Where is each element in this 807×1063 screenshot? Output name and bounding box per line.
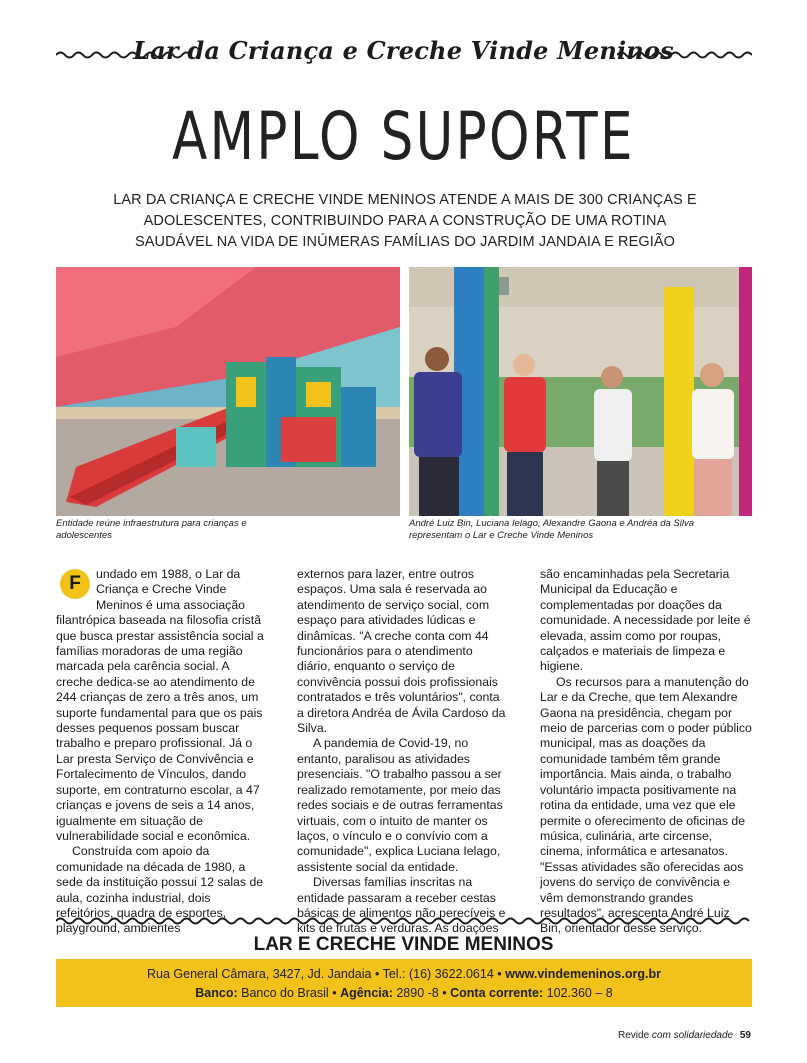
paragraph: são encaminhadas pela Secretaria Municipal da Educação e complementadas por doações da comunidade. A necessidade por leite é elevada, assim como por roupas, calçados e materiais de limpeza e higiene. (540, 567, 751, 674)
section-name: com solidariedade (651, 1030, 734, 1041)
bottom-wavy-rule (56, 916, 752, 926)
contact-line-1: Rua General Câmara, 3427, Jd. Jandaia • Tel.: (16) 3622.0614 • www.vindemeninos.org.br (147, 967, 661, 981)
playground-photo (56, 267, 400, 516)
website-link[interactable]: www.vindemeninos.org.br (505, 967, 661, 981)
agency-label: Agência: (340, 986, 393, 1000)
body-column-1 (56, 567, 268, 937)
account-label: Conta corrente: (450, 986, 544, 1000)
bank-value: Banco do Brasil (241, 986, 329, 1000)
photo-caption-right: André Luiz Bin, Luciana Ielago, Alexandre Gaona e Andréa da Silva representam o Lar e Creche Vinde Meninos (409, 518, 695, 541)
paragraph: Diversas famílias inscritas na entidade passaram a receber cestas básicas de alimentos não perecíveis e kits de frutas e verduras. As doações (297, 875, 506, 936)
paragraph: Construída com apoio da comunidade na década de 1980, a sede da instituição possui 12 salas de aula, cozinha industrial, dois refeitórios, quadra de esportes, playground, ambientes (56, 844, 264, 936)
section-title: Lar da Criança e Creche Vinde Meninos (133, 36, 674, 65)
footer-title: LAR E CRECHE VINDE MENINOS (253, 934, 554, 955)
account-value: 102.360 – 8 (546, 986, 613, 1000)
bank-label: Banco: (195, 986, 238, 1000)
paragraph: A pandemia de Covid-19, no entanto, paralisou as atividades presenciais. "O trabalho passou a ser realizado remotamente, por meio das redes sociais e de outras ferramentas virtuais, com o intuito de manter os laços, o vínculo e o convívio com a comunidade", explica Luciana Ielago, assistente social da entidade. (297, 736, 503, 874)
body-column-3 (540, 567, 752, 937)
paragraph: undado em 1988, o Lar da Criança e Creche Vinde Meninos é uma associação filantrópica baseada na filosofia cristã que busca prestar assistência social a famílias moradoras de uma região marcada pela carência social. A creche dedica-se ao atendimento de 244 crianças de zero a três anos, um suporte fundamental para que os pais desses pequenos possam buscar trabalho e preparo profissional. Já o Lar presta Serviço de Convivência e Fortalecimento de Vínculos, dando suporte, em contraturno escolar, a 47 crianças e jovens de seis a 14 anos, igualmente em situação de vulnerabilidade social e econômica. (56, 567, 264, 843)
drop-cap: F (60, 569, 90, 599)
contact-line-2: Banco: Banco do Brasil • Agência: 2890 -8 • Conta corrente: 102.360 – 8 (195, 986, 613, 1000)
address: Rua General Câmara, 3427, Jd. Jandaia (147, 967, 372, 981)
contact-box (56, 959, 752, 1007)
photo-caption-left: Entidade reúne infraestrutura para crianças e adolescentes (56, 518, 247, 541)
agency-value: 2890 -8 (396, 986, 439, 1000)
subheadline: LAR DA CRIANÇA E CRECHE VINDE MENINOS ATENDE A MAIS DE 300 CRIANÇAS E ADOLESCENTES, CONTRIBUINDO PARA A CONSTRUÇÃO DE UMA ROTINA SAUDÁVEL NA VIDA DE INÚMERAS FAMÍLIAS DO JARDIM JANDAIA E REGIÃO (113, 192, 697, 250)
paragraph: externos para lazer, entre outros espaços. Uma sala é reservada ao atendimento de serviço social, com espaço para atividades lúdicas e dinâmicas. "A creche conta com 44 funcionários para o atendimento diário, enquanto o serviço de convivência possui dois profissionais contratados e três voluntários", conta a diretora Andréa de Ávila Cardoso da Silva. (297, 567, 506, 736)
body-column-2 (297, 567, 509, 937)
page-folio (618, 1030, 751, 1041)
phone: Tel.: (16) 3622.0614 (382, 967, 494, 981)
paragraph: Os recursos para a manutenção do Lar e da Creche, que tem Alexandre Gaona na presidência, chegam por meio de parcerias com o poder público municipal, mas as doações da comunidade também têm grande importância. Mais ainda, o trabalho voluntário impacta positivamente na rotina da entidade, uma vez que ele permite o oferecimento de oficinas de música, culinária, arte circense, cinema, informática e artesanatos. "Essas atividades são oferecidas aos jovens do serviço de convivência e vêm demonstrando grandes resultados", acrescenta André Luiz Bin, orientador desse serviço. (540, 674, 752, 936)
publication-name: Revide (618, 1030, 650, 1041)
headline: AMPLO SUPORTE (172, 98, 635, 175)
team-photo (409, 267, 752, 516)
page-number: 59 (739, 1030, 751, 1041)
